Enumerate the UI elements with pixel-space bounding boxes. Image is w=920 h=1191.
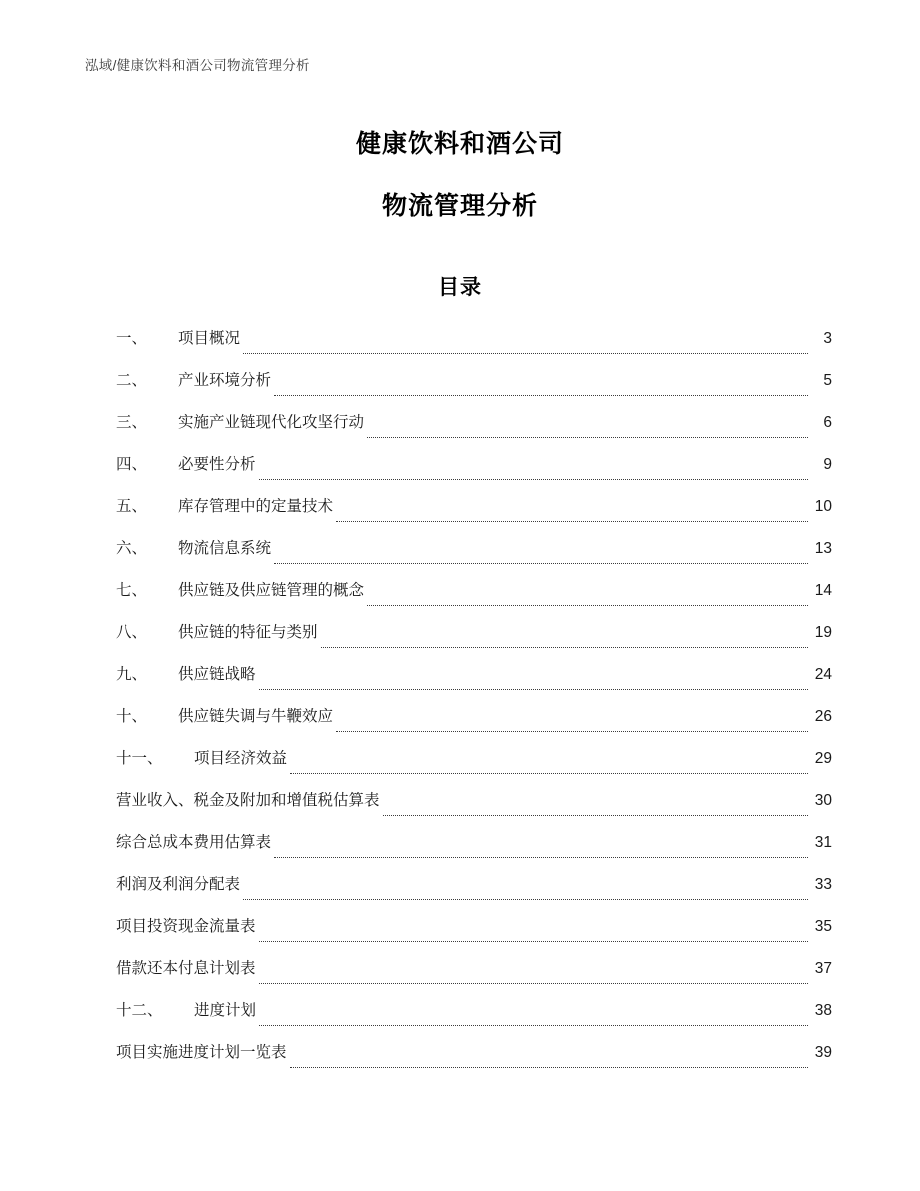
toc-entry[interactable] xyxy=(116,528,832,570)
toc-entry-label: 必要性分析 xyxy=(178,456,256,473)
toc-entry-page: 35 xyxy=(814,918,832,935)
toc-entry-leader xyxy=(243,352,808,354)
toc-entry-number: 十二、 xyxy=(116,1002,163,1019)
toc-entry-label: 项目经济效益 xyxy=(194,750,288,767)
toc-entry[interactable] xyxy=(116,570,832,612)
document-breadcrumb: 泓域/健康饮料和酒公司物流管理分析 xyxy=(85,58,310,73)
toc-entry-number: 二、 xyxy=(116,372,148,389)
toc-entry-label: 项目投资现金流量表 xyxy=(116,918,256,935)
toc-entry-leader xyxy=(274,856,808,858)
toc-entry-page: 33 xyxy=(814,876,832,893)
toc-entry[interactable] xyxy=(116,402,832,444)
toc-entry-number: 三、 xyxy=(116,414,148,431)
toc-entry[interactable] xyxy=(116,822,832,864)
toc-entry-label: 实施产业链现代化攻坚行动 xyxy=(178,414,365,431)
toc-entry-leader xyxy=(336,730,808,732)
toc-entry-label: 项目概况 xyxy=(178,330,241,347)
toc-entry-leader xyxy=(259,688,808,690)
toc-entry-label: 综合总成本费用估算表 xyxy=(116,834,272,851)
toc-entry-label: 物流信息系统 xyxy=(178,540,272,557)
toc-entry-page: 37 xyxy=(814,960,832,977)
toc-entry-leader xyxy=(290,772,808,774)
toc-entry-number: 八、 xyxy=(116,624,148,641)
toc-entry-leader xyxy=(290,1066,808,1068)
document-title-line-2: 物流管理分析 xyxy=(381,192,538,220)
toc-entry-page: 5 xyxy=(823,372,832,389)
toc-entry-leader xyxy=(259,1024,808,1026)
toc-entry-number: 十、 xyxy=(116,708,148,725)
toc-entry-page: 6 xyxy=(823,414,832,431)
toc-entry[interactable] xyxy=(116,738,832,780)
toc-entry[interactable] xyxy=(116,486,832,528)
toc-entry-label: 供应链及供应链管理的概念 xyxy=(178,582,365,599)
toc-entry-leader xyxy=(336,520,808,522)
toc-heading: 目录 xyxy=(438,276,482,299)
toc-entry-page: 24 xyxy=(814,666,832,683)
toc-entry-page: 3 xyxy=(823,330,832,347)
toc-entry-label: 产业环境分析 xyxy=(178,372,272,389)
toc-entry-label: 项目实施进度计划一览表 xyxy=(116,1044,287,1061)
toc-entry[interactable] xyxy=(116,948,832,990)
toc-entry-leader xyxy=(274,394,808,396)
toc-entry[interactable] xyxy=(116,990,832,1032)
toc-entry-number: 五、 xyxy=(116,498,148,515)
toc-entry-leader xyxy=(367,436,808,438)
toc-entry-page: 10 xyxy=(814,498,832,515)
toc-entry[interactable] xyxy=(116,444,832,486)
toc-entry-page: 29 xyxy=(814,750,832,767)
toc-entry-label: 供应链战略 xyxy=(178,666,256,683)
toc-entry-label: 库存管理中的定量技术 xyxy=(178,498,334,515)
toc-entry-leader xyxy=(321,646,808,648)
toc-entry-page: 19 xyxy=(814,624,832,641)
toc-entry-leader xyxy=(383,814,808,816)
toc-entry[interactable] xyxy=(116,1032,832,1074)
toc-entry[interactable] xyxy=(116,696,832,738)
toc-entry-number: 一、 xyxy=(116,330,148,347)
toc-entry-number: 十一、 xyxy=(116,750,163,767)
table-of-contents xyxy=(116,318,832,1074)
toc-entry-number: 九、 xyxy=(116,666,148,683)
toc-entry[interactable] xyxy=(116,654,832,696)
toc-entry-leader xyxy=(259,982,808,984)
toc-entry-label: 利润及利润分配表 xyxy=(116,876,241,893)
toc-entry[interactable] xyxy=(116,780,832,822)
toc-entry-page: 30 xyxy=(814,792,832,809)
toc-entry-leader xyxy=(259,478,808,480)
toc-entry-page: 13 xyxy=(814,540,832,557)
toc-entry-label: 借款还本付息计划表 xyxy=(116,960,256,977)
toc-entry-leader xyxy=(274,562,808,564)
toc-entry[interactable] xyxy=(116,360,832,402)
toc-entry-leader xyxy=(259,940,808,942)
toc-entry-number: 四、 xyxy=(116,456,148,473)
toc-entry-label: 供应链失调与牛鞭效应 xyxy=(178,708,334,725)
toc-entry-page: 14 xyxy=(814,582,832,599)
document-title-line-1: 健康饮料和酒公司 xyxy=(355,130,564,158)
toc-entry-label: 营业收入、税金及附加和增值税估算表 xyxy=(116,792,380,809)
toc-entry-number: 七、 xyxy=(116,582,148,599)
toc-entry-page: 39 xyxy=(814,1044,832,1061)
toc-entry[interactable] xyxy=(116,612,832,654)
toc-entry[interactable] xyxy=(116,906,832,948)
toc-entry-page: 31 xyxy=(814,834,832,851)
toc-entry-number: 六、 xyxy=(116,540,148,557)
toc-entry-leader xyxy=(243,898,808,900)
toc-entry-label: 供应链的特征与类别 xyxy=(178,624,318,641)
toc-entry-page: 9 xyxy=(823,456,832,473)
toc-entry-label: 进度计划 xyxy=(194,1002,257,1019)
toc-entry[interactable] xyxy=(116,864,832,906)
toc-entry-leader xyxy=(367,604,808,606)
toc-entry[interactable] xyxy=(116,318,832,360)
toc-entry-page: 26 xyxy=(814,708,832,725)
toc-entry-page: 38 xyxy=(814,1002,832,1019)
